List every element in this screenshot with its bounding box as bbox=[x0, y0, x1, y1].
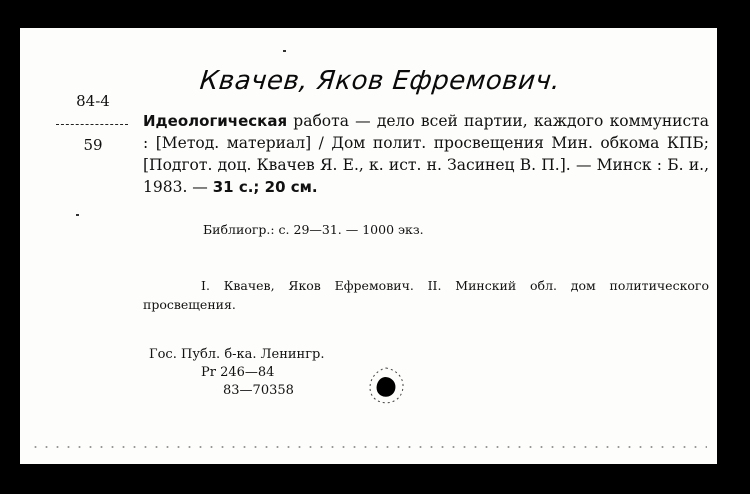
bibliography-note: Библиогр.: с. 29—31. — 1000 экз. bbox=[203, 222, 424, 237]
physical-extent: 31 с.; 20 см. bbox=[212, 178, 318, 196]
scan-speck bbox=[76, 214, 79, 216]
call-number-divider bbox=[56, 124, 128, 125]
call-number-bottom: 59 bbox=[83, 136, 103, 154]
scan-speck bbox=[283, 50, 286, 52]
title-lead: Идеологическая bbox=[143, 112, 288, 130]
card-number: 83—70358 bbox=[223, 383, 294, 398]
tracings: I. Квачев, Яков Ефремович. II. Минский обл. дом политического просвещения. bbox=[143, 278, 709, 312]
punch-hole-icon bbox=[364, 364, 408, 408]
scan-edge-dots bbox=[30, 444, 707, 450]
registration-number: Pr 246—84 bbox=[201, 365, 275, 380]
call-number-top: 84-4 bbox=[76, 92, 110, 110]
handwritten-author-heading: Квачев, Яков Ефремович. bbox=[198, 66, 562, 96]
title-rest: работа — дело всей партии, каждого коммуниста : [Метод. материал] / Дом полит. просвещения Мин. обкома КПБ; [Подгот. доц. Квачев Я. Е., к. ист. н. Засинец В. П.]. — Минск : Б. и., 1983. — bbox=[143, 112, 709, 196]
holding-info bbox=[149, 346, 324, 400]
library-name: Гос. Публ. б-ка. Ленингр. bbox=[149, 347, 325, 362]
bibliographic-description bbox=[143, 110, 709, 198]
catalog-card bbox=[20, 28, 717, 464]
